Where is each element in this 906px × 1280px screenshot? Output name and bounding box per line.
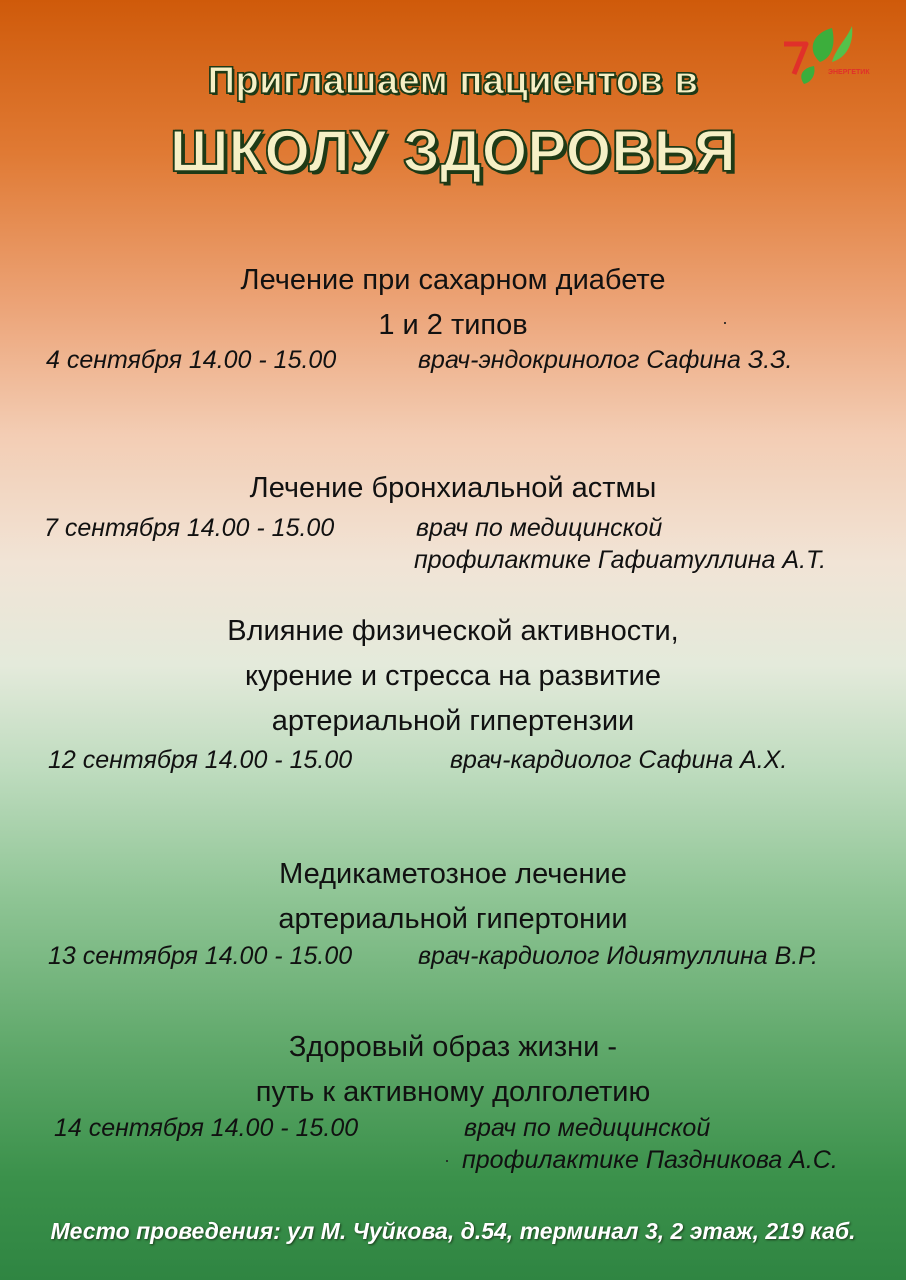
session-5-title — [0, 1025, 906, 1115]
session-4-doctor: врач-кардиолог Идиятуллина В.Р. — [418, 942, 818, 970]
session-2-doctor-line-1: врач по медицинской — [416, 514, 663, 542]
session-title-line: Влияние физической активности, — [227, 615, 679, 647]
session-5-doctor-line-1: врач по медицинской — [464, 1114, 711, 1142]
invite-heading: Приглашаем пациентов в — [207, 60, 699, 102]
session-title-line: Лечение бронхиальной астмы — [249, 472, 657, 504]
school-title: ШКОЛУ ЗДОРОВЬЯ — [169, 119, 737, 184]
location-footer: Место проведения: ул М. Чуйкова, д.54, терминал 3, 2 этаж, 219 каб. — [50, 1218, 856, 1244]
session-4-title — [0, 852, 906, 942]
session-2-title — [0, 466, 906, 511]
session-title-line: курение и стресса на развитие — [245, 660, 661, 692]
session-title-line: артериальной гипертонии — [278, 903, 628, 935]
session-1-doctor: врач-эндокринолог Сафина З.З. — [418, 346, 793, 374]
session-5-doctor-line-2: профилактике Паздникова А.С. — [462, 1146, 838, 1174]
session-title-line: Здоровый образ жизни - — [288, 1031, 618, 1063]
session-4-date: 13 сентября 14.00 - 15.00 — [48, 942, 353, 970]
session-title-line: Медикаметозное лечение — [279, 858, 627, 890]
session-title-line: 1 и 2 типов — [378, 309, 528, 341]
session-2-doctor-line-2: профилактике Гафиатуллина А.Т. — [414, 546, 827, 574]
session-title-line: путь к активному долголетию — [255, 1076, 651, 1108]
session-5-date: 14 сентября 14.00 - 15.00 — [54, 1114, 359, 1142]
logo-text: ЭНЕРГЕТИК — [828, 69, 870, 76]
session-3-doctor: врач-кардиолог Сафина А.Х. — [450, 746, 788, 774]
session-2-date: 7 сентября 14.00 - 15.00 — [44, 514, 335, 542]
decorative-dot: · — [722, 312, 728, 332]
session-3-title — [0, 609, 906, 744]
session-title-line: артериальной гипертензии — [271, 705, 635, 737]
session-1-title — [0, 258, 906, 348]
session-3-date: 12 сентября 14.00 - 15.00 — [48, 746, 353, 774]
session-title-line: Лечение при сахарном диабете — [240, 264, 666, 296]
session-1-date: 4 сентября 14.00 - 15.00 — [46, 346, 337, 374]
decorative-dot: · — [444, 1150, 450, 1170]
